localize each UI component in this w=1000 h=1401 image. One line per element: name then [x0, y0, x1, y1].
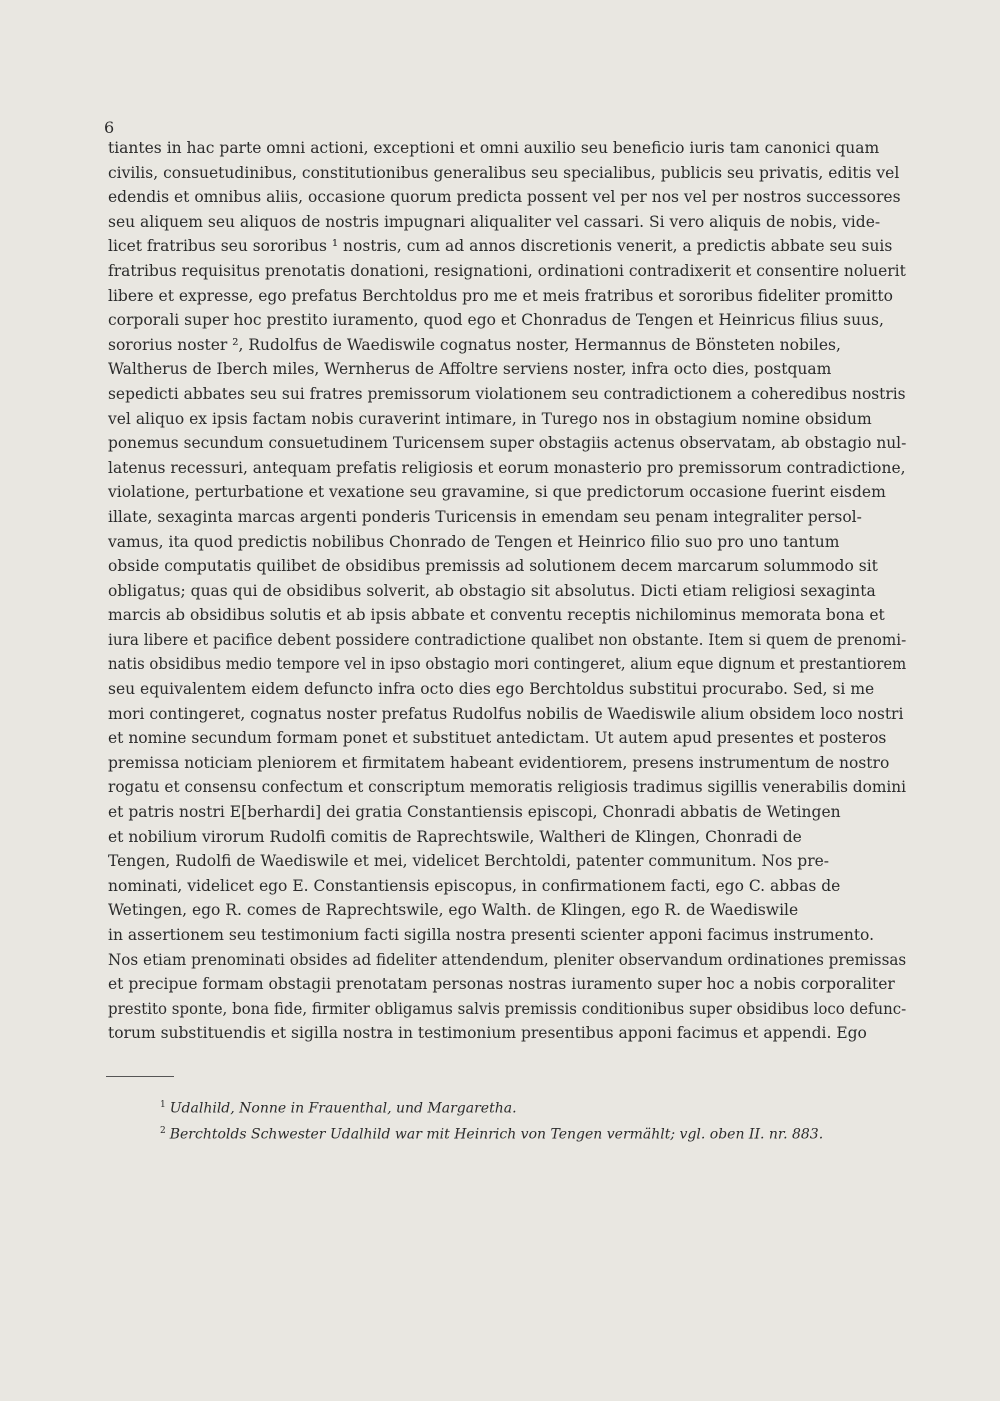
- text-line: Tengen, Rudolfi de Waediswile et mei, videlicet Berchtoldi, patenter communitum. Nos pre-: [108, 852, 830, 871]
- footnote-mark: 1: [160, 1100, 166, 1110]
- text-line: mori contingeret, cognatus noster prefatus Rudolfus nobilis de Waediswile alium obsidem loco nostri: [108, 704, 904, 723]
- text-line: corporali super hoc prestito iuramento, quod ego et Chonradus de Tengen et Heinricus filius suus,: [108, 311, 884, 330]
- text-line: sepedicti abbates seu sui fratres premissorum violationem seu contradictionem a coheredibus nostris: [108, 384, 906, 403]
- text-line: obside computatis quilibet de obsidibus premissis ad solutionem decem marcarum solummodo sit: [108, 557, 878, 576]
- text-line: ponemus secundum consuetudinem Turicensem super obstagiis actenus observatam, ab obstagio nul-: [108, 434, 907, 453]
- text-line: tiantes in hac parte omni actioni, exceptioni et omni auxilio seu beneficio iuris tam canonici quam: [108, 139, 880, 157]
- text-line: iura libere et pacifice debent possidere contradictione qualibet non obstante. Item si quem de prenomi-: [108, 630, 907, 649]
- text-line: libere et expresse, ego prefatus Berchtoldus pro me et meis fratribus et sororibus fideliter promitto: [108, 286, 893, 305]
- footnote-2: [160, 1120, 920, 1146]
- footnote-text: Berchtolds Schwester Udalhild war mit Heinrich von Tengen vermählt; vgl. oben II. nr. 883.: [169, 1126, 824, 1143]
- footnote-divider: [106, 1076, 174, 1077]
- text-line: seu aliquem seu aliquos de nostris impugnari aliqualiter vel cassari. Si vero aliquis de nobis, vide-: [108, 212, 881, 231]
- text-line: et precipue formam obstagii prenotatam personas nostras iuramento super hoc a nobis corporaliter: [108, 975, 895, 994]
- footnote-1: [160, 1094, 920, 1120]
- text-line: Nos etiam prenominati obsides ad fideliter attendendum, pleniter observandum ordinationes premissas: [108, 950, 907, 969]
- text-line: vel aliquo ex ipsis factam nobis curaverint intimare, in Turego nos in obstagium nomine obsidum: [108, 409, 872, 428]
- text-line: sororius noster ², Rudolfus de Waediswile cognatus noster, Hermannus de Bönsteten nobiles,: [108, 335, 841, 354]
- text-line: seu equivalentem eidem defuncto infra octo dies ego Berchtoldus substitui procurabo. Sed, si me: [108, 680, 875, 699]
- text-line: edendis et omnibus aliis, occasione quorum predicta possent vel per nos vel per nostros successores: [108, 188, 901, 207]
- text-line: fratribus requisitus prenotatis donationi, resignationi, ordinationi contradixerit et consentire noluerit: [108, 261, 906, 280]
- text-line: nominati, videlicet ego E. Constantiensis episcopus, in confirmationem facti, ego C. abbas de: [108, 876, 841, 895]
- text-line: natis obsidibus medio tempore vel in ipso obstagio mori contingeret, alium eque dignum et prestantiorem: [108, 655, 907, 674]
- text-line: Waltherus de Iberch miles, Wernherus de Affoltre serviens noster, infra octo dies, postquam: [108, 360, 832, 379]
- footnote-text: Udalhild, Nonne in Frauenthal, und Margaretha.: [169, 1100, 517, 1117]
- body-text: [108, 136, 906, 1046]
- page-number: 6: [104, 118, 115, 137]
- text-line: violatione, perturbatione et vexatione seu gravamine, si que predictorum occasione fuerint eisdem: [108, 483, 886, 502]
- text-line: et nomine secundum formam ponet et substituet antedictam. Ut autem apud presentes et posteros: [108, 729, 887, 748]
- text-line: prestito sponte, bona fide, firmiter obligamus salvis premissis conditionibus super obsidibus loco defunc-: [108, 999, 907, 1018]
- footnotes: [160, 1094, 920, 1145]
- text-line: latenus recessuri, antequam prefatis religiosis et eorum monasterio pro premissorum contradictione,: [108, 458, 906, 477]
- footnote-mark: 2: [160, 1125, 166, 1136]
- text-line: torum substituendis et sigilla nostra in testimonium presentibus apponi facimus et appendi. Ego: [108, 1024, 867, 1043]
- text-line: premissa noticiam pleniorem et firmitatem habeant evidentiorem, presens instrumentum de nostro: [108, 753, 890, 772]
- text-line: marcis ab obsidibus solutis et ab ipsis abbate et conventu receptis nichilominus memorata bona et: [108, 606, 885, 625]
- text-line: vamus, ita quod predictis nobilibus Chonrado de Tengen et Heinrico filio suo pro uno tantum: [108, 532, 840, 551]
- text-line: licet fratribus seu sororibus ¹ nostris, cum ad annos discretionis venerit, a predictis abbate seu suis: [108, 237, 893, 256]
- text-line: civilis, consuetudinibus, constitutionibus generalibus seu specialibus, publicis seu privatis, editis vel: [108, 163, 900, 182]
- text-line: Wetingen, ego R. comes de Raprechtswile, ego Walth. de Klingen, ego R. de Waediswile: [108, 901, 799, 920]
- text-line: et patris nostri E[berhardi] dei gratia Constantiensis episcopi, Chonradi abbatis de Wetingen: [108, 803, 841, 822]
- text-line: et nobilium virorum Rudolfi comitis de Raprechtswile, Waltheri de Klingen, Chonradi de: [108, 827, 802, 846]
- text-line: obligatus; quas qui de obsidibus solverit, ab obstagio sit absolutus. Dicti etiam religiosi sexaginta: [108, 581, 876, 600]
- text-line: rogatu et consensu confectum et conscriptum memoratis religiosis tradimus sigillis venerabilis domini: [108, 778, 907, 797]
- text-line: illate, sexaginta marcas argenti ponderis Turicensis in emendam seu penam integraliter persol-: [108, 507, 862, 526]
- text-line: in assertionem seu testimonium facti sigilla nostra presenti scienter apponi facimus instrumento.: [108, 926, 875, 944]
